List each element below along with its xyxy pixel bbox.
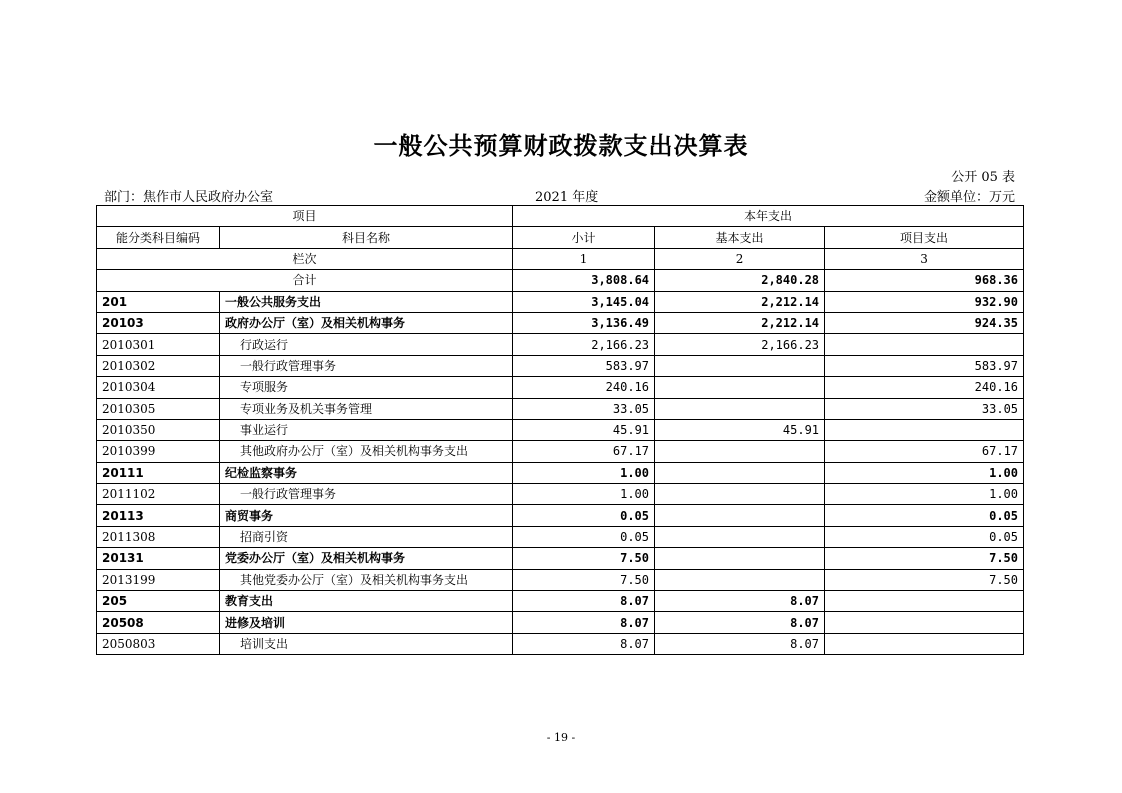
row-project: 7.50 [825, 548, 1024, 569]
row-code: 2050803 [97, 633, 220, 654]
table-row [97, 398, 1024, 419]
row-basic: 8.07 [655, 633, 825, 654]
row-basic [655, 462, 825, 483]
row-name: 一般行政管理事务 [220, 355, 513, 376]
row-code: 2010305 [97, 398, 220, 419]
total-basic: 2,840.28 [655, 270, 825, 291]
row-subtotal: 2,166.23 [513, 334, 655, 355]
table-row [97, 377, 1024, 398]
table-row [97, 312, 1024, 333]
header-row-2 [97, 227, 1024, 248]
row-subtotal: 7.50 [513, 569, 655, 590]
table-row [97, 462, 1024, 483]
row-name: 商贸事务 [220, 505, 513, 526]
row-basic: 2,212.14 [655, 291, 825, 312]
row-project: 240.16 [825, 377, 1024, 398]
header-row-1 [97, 206, 1024, 227]
row-name: 一般行政管理事务 [220, 484, 513, 505]
row-name: 招商引资 [220, 526, 513, 547]
row-subtotal: 1.00 [513, 484, 655, 505]
row-code: 2013199 [97, 569, 220, 590]
row-code: 2010302 [97, 355, 220, 376]
row-subtotal: 3,136.49 [513, 312, 655, 333]
row-basic: 8.07 [655, 612, 825, 633]
row-name: 专项服务 [220, 377, 513, 398]
header-name: 科目名称 [220, 227, 513, 248]
table-row [97, 633, 1024, 654]
form-number: 公开 05 表 [951, 170, 1015, 185]
row-project: 0.05 [825, 505, 1024, 526]
row-basic [655, 398, 825, 419]
row-code: 2010399 [97, 441, 220, 462]
table-row [97, 291, 1024, 312]
row-project: 583.97 [825, 355, 1024, 376]
row-name: 行政运行 [220, 334, 513, 355]
row-name: 教育支出 [220, 591, 513, 612]
expenditure-table [96, 205, 1024, 655]
row-code: 205 [97, 591, 220, 612]
row-name: 进修及培训 [220, 612, 513, 633]
row-name: 其他党委办公厅（室）及相关机构事务支出 [220, 569, 513, 590]
row-basic: 45.91 [655, 419, 825, 440]
row-basic [655, 569, 825, 590]
total-row [97, 270, 1024, 291]
row-basic [655, 377, 825, 398]
table-row [97, 612, 1024, 633]
row-code: 2011102 [97, 484, 220, 505]
header-item: 项目 [97, 206, 513, 227]
row-code: 20113 [97, 505, 220, 526]
fiscal-year-label: 2021 年度 [535, 190, 599, 205]
table-row [97, 441, 1024, 462]
row-code: 2010350 [97, 419, 220, 440]
row-subtotal: 45.91 [513, 419, 655, 440]
page-number: - 19 - [546, 731, 576, 744]
table-row [97, 505, 1024, 526]
table-row [97, 591, 1024, 612]
column-index-1: 1 [513, 248, 655, 269]
row-project [825, 419, 1024, 440]
row-name: 一般公共服务支出 [220, 291, 513, 312]
row-basic: 2,166.23 [655, 334, 825, 355]
row-project: 0.05 [825, 526, 1024, 547]
row-basic: 2,212.14 [655, 312, 825, 333]
column-index-row [97, 248, 1024, 269]
row-project: 924.35 [825, 312, 1024, 333]
table-row [97, 419, 1024, 440]
row-project: 67.17 [825, 441, 1024, 462]
row-subtotal: 3,145.04 [513, 291, 655, 312]
row-project [825, 334, 1024, 355]
page-title: 一般公共预算财政拨款支出决算表 [373, 132, 749, 160]
row-name: 培训支出 [220, 633, 513, 654]
row-basic [655, 484, 825, 505]
row-subtotal: 583.97 [513, 355, 655, 376]
row-basic [655, 441, 825, 462]
row-code: 2010301 [97, 334, 220, 355]
column-index-3: 3 [825, 248, 1024, 269]
row-subtotal: 0.05 [513, 505, 655, 526]
row-subtotal: 8.07 [513, 633, 655, 654]
table-row [97, 334, 1024, 355]
column-index-2: 2 [655, 248, 825, 269]
header-basic: 基本支出 [655, 227, 825, 248]
row-code: 2011308 [97, 526, 220, 547]
row-name: 事业运行 [220, 419, 513, 440]
row-project: 33.05 [825, 398, 1024, 419]
row-subtotal: 0.05 [513, 526, 655, 547]
total-label: 合计 [97, 270, 513, 291]
row-basic [655, 548, 825, 569]
row-code: 20111 [97, 462, 220, 483]
row-subtotal: 67.17 [513, 441, 655, 462]
row-basic: 8.07 [655, 591, 825, 612]
row-project [825, 633, 1024, 654]
table-row [97, 484, 1024, 505]
row-project [825, 612, 1024, 633]
total-project: 968.36 [825, 270, 1024, 291]
row-basic [655, 526, 825, 547]
header-subtotal: 小计 [513, 227, 655, 248]
row-code: 2010304 [97, 377, 220, 398]
header-code: 能分类科目编码 [97, 227, 220, 248]
row-project: 1.00 [825, 484, 1024, 505]
table-row [97, 569, 1024, 590]
row-code: 20508 [97, 612, 220, 633]
row-name: 其他政府办公厅（室）及相关机构事务支出 [220, 441, 513, 462]
table-row [97, 355, 1024, 376]
header-current-year-expense: 本年支出 [513, 206, 1024, 227]
row-project: 7.50 [825, 569, 1024, 590]
row-subtotal: 33.05 [513, 398, 655, 419]
row-basic [655, 355, 825, 376]
row-code: 201 [97, 291, 220, 312]
table-row [97, 526, 1024, 547]
row-name: 专项业务及机关事务管理 [220, 398, 513, 419]
row-project: 1.00 [825, 462, 1024, 483]
amount-unit-label: 金额单位：万元 [923, 190, 1015, 205]
row-subtotal: 1.00 [513, 462, 655, 483]
total-subtotal: 3,808.64 [513, 270, 655, 291]
row-name: 党委办公厅（室）及相关机构事务 [220, 548, 513, 569]
row-project: 932.90 [825, 291, 1024, 312]
header-project: 项目支出 [825, 227, 1024, 248]
row-subtotal: 8.07 [513, 612, 655, 633]
row-subtotal: 240.16 [513, 377, 655, 398]
row-subtotal: 7.50 [513, 548, 655, 569]
table-row [97, 548, 1024, 569]
row-code: 20103 [97, 312, 220, 333]
row-name: 政府办公厅（室）及相关机构事务 [220, 312, 513, 333]
row-code: 20131 [97, 548, 220, 569]
department-label: 部门：焦作市人民政府办公室 [104, 190, 274, 205]
row-name: 纪检监察事务 [220, 462, 513, 483]
row-subtotal: 8.07 [513, 591, 655, 612]
column-index-label: 栏次 [97, 248, 513, 269]
row-basic [655, 505, 825, 526]
row-project [825, 591, 1024, 612]
